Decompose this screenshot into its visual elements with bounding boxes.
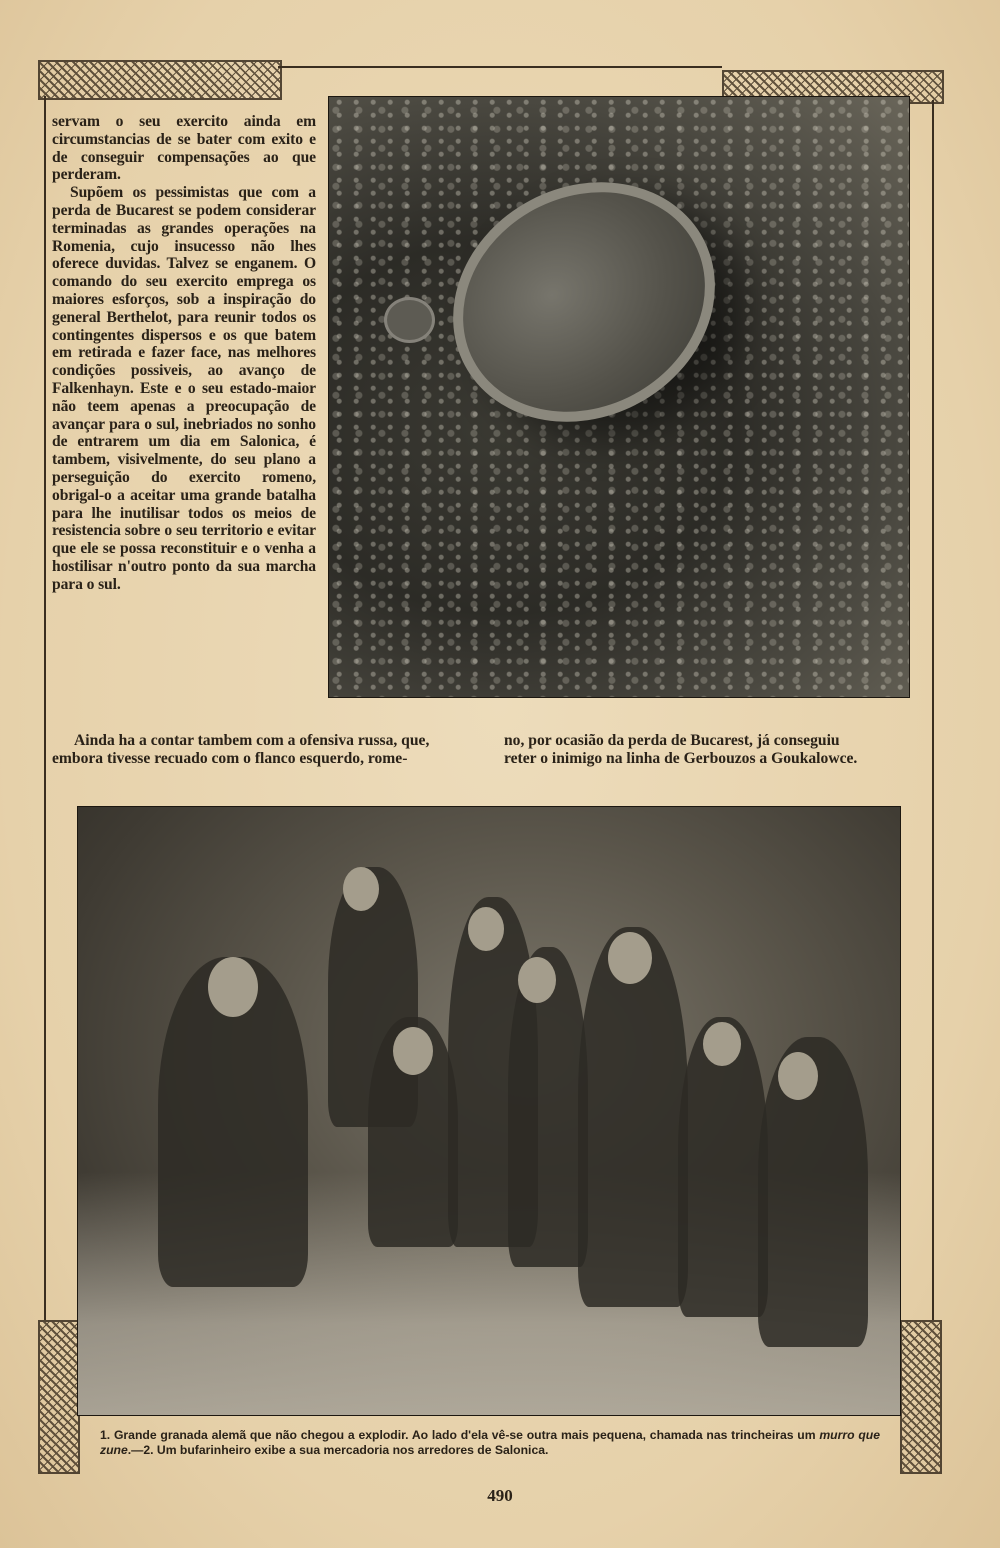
girl-figure [578, 927, 688, 1307]
child-face [703, 1022, 741, 1066]
text-line: no, por ocasião da perda de Bucarest, já conseguiu [504, 732, 840, 749]
caption-text: 1. Grande granada alemã que não chegou a explodir. Ao lado d'ela vê-se outra mais pequena, chamada nas trincheiras um [100, 1428, 816, 1442]
text-line: embora tivesse recuado com o flanco esquerdo, rome- [52, 749, 408, 767]
left-rule [44, 96, 46, 1320]
continued-text-right [504, 732, 924, 767]
woman-face [343, 867, 379, 911]
large-grenade-shape [411, 137, 757, 467]
bottom-left-ornament [38, 1320, 80, 1474]
article-paragraph: Supõem os pessimistas que com a perda de Bucarest se podem considerar terminadas as grandes operações na Romenia, cujo insucesso não lhes oferece duvidas. Talvez se enganem. O comando do seu exercito emprega os maiores esforços, sob a inspiração do general Berthelot, para reunir todos os contingentes dispersos e os que batem em retirada e fazer face, nas melhores condições possiveis, ao avanço de Falkenhayn. Este e o seu estado-maior não teem apenas a preocupação de avançar para o sul, inebriados no sonho de entrarem um dia em Salonica, é tambem, visivelmente, do seu plano a perseguição do exercito romeno, obrigal-o a aceitar uma grande batalha para lhe inutilisar todos os meios de resistencia sobre o seu territorio e evitar que ele se possa reconstituir e o venha a hostilisar n'outro ponto da sua marcha para o sul. [52, 184, 316, 593]
top-rule [278, 66, 722, 68]
peddler-face [208, 957, 258, 1017]
boy-face [393, 1027, 433, 1075]
article-paragraph: servam o seu exercito ainda em circumstancias de se bater com exito e de conseguir compensações ao que perderam. [52, 113, 316, 184]
caption-italic: murro que zune [100, 1428, 880, 1457]
girl-face [778, 1052, 818, 1100]
photo-caption [100, 1428, 880, 1457]
girl-face [518, 957, 556, 1003]
grenade-photo [328, 96, 910, 698]
text-line: reter o inimigo na linha de Gerbouzos a Goukalowce. [504, 749, 858, 767]
page-number: 490 [487, 1486, 513, 1505]
article-column [52, 113, 316, 594]
continued-text-left [52, 732, 482, 767]
bottom-right-ornament [900, 1320, 942, 1474]
right-rule [932, 100, 934, 1320]
text-line: Ainda ha a contar tambem com a ofensiva russa, que, [74, 732, 430, 749]
caption-text: .—2. Um bufarinheiro exibe a sua mercadoria nos arredores de Salonica. [127, 1442, 549, 1457]
small-grenade-shape [384, 297, 435, 343]
girl-face [608, 932, 652, 984]
child-face [468, 907, 504, 951]
peddler-photo [77, 806, 901, 1416]
top-left-ornament [38, 60, 282, 100]
